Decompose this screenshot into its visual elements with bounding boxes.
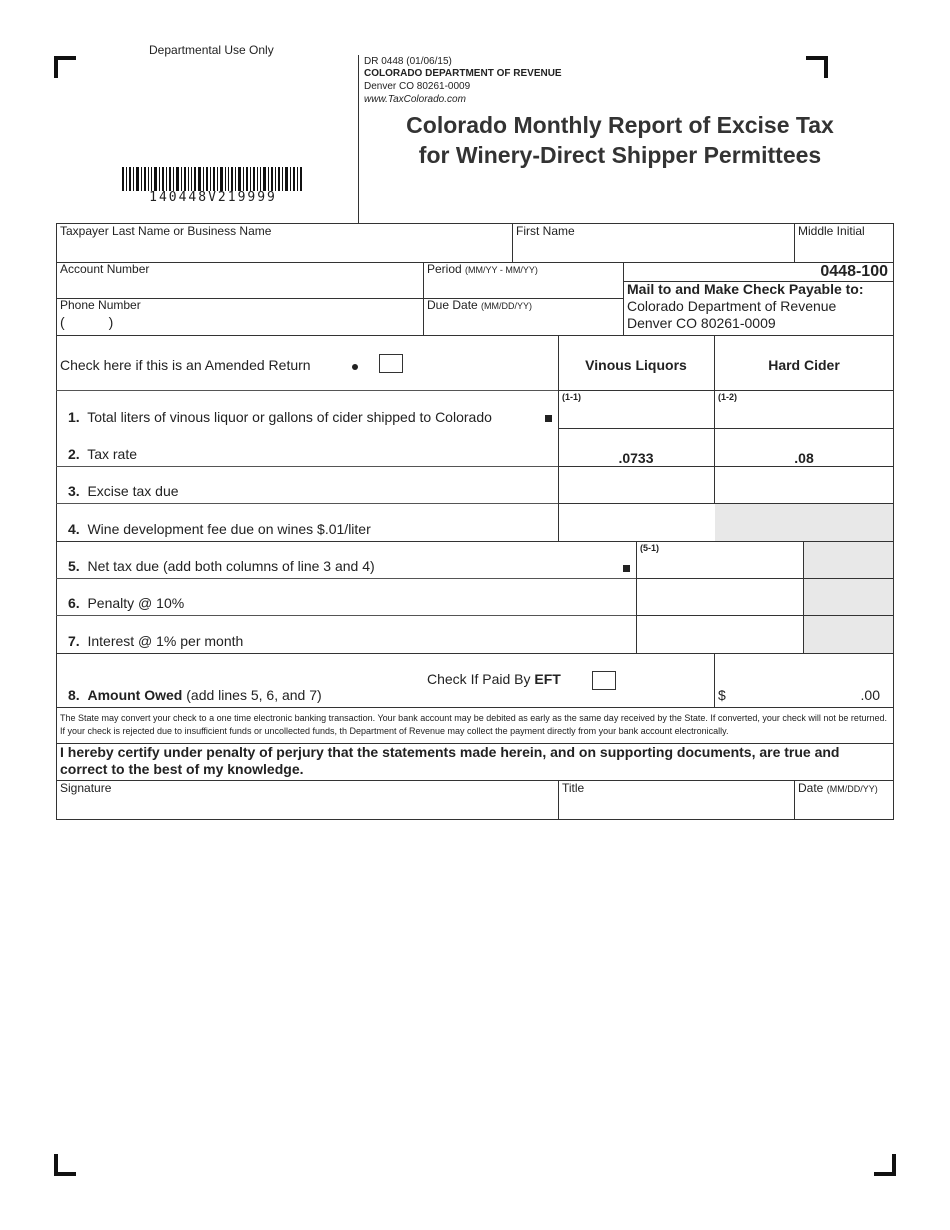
- last-name-label: Taxpayer Last Name or Business Name: [60, 224, 272, 238]
- mail-to-line-1: Colorado Department of Revenue: [627, 298, 837, 314]
- date-field[interactable]: [796, 795, 891, 817]
- line-5-input[interactable]: [638, 555, 801, 576]
- line-4-vinous-input[interactable]: [560, 506, 712, 539]
- dept-address: Denver CO 80261-0009: [364, 81, 471, 92]
- date-label: [798, 781, 878, 795]
- check-conversion-notice: The State may convert your check to a one time electronic banking transaction. Your bank account may be debited as early as the same day received by the State. If converted, your check will not be returned. If your check is rejected due to insufficient funds or uncollected funds, th Department of Revenue may collect the payment directly from your bank account electronically.: [60, 713, 887, 736]
- amended-bullet-icon: [352, 364, 358, 370]
- certification-statement: I hereby certify under penalty of perjury that the statements made herein, and on supporting documents, are true and correct to the best of my knowledge.: [60, 744, 840, 777]
- due-date-label: [427, 298, 532, 312]
- line-1: [68, 409, 492, 425]
- line-6-shaded: [804, 579, 893, 615]
- due-date-label-text: Due Date: [427, 298, 478, 312]
- period-label-text: Period: [427, 262, 462, 276]
- line-7-text: Interest @ 1% per month: [87, 633, 244, 649]
- line-4-cider-shaded: [715, 504, 893, 541]
- line-4-text: Wine development fee due on wines $.01/liter: [87, 521, 371, 537]
- line-6: [68, 595, 184, 611]
- line-1-marker-icon: [545, 415, 552, 422]
- line-3-cider-input[interactable]: [716, 468, 892, 501]
- line-5-shaded: [804, 542, 893, 578]
- line-8: [68, 687, 322, 703]
- due-date-format: (MM/DD/YY): [481, 301, 533, 311]
- code-1-1: (1-1): [562, 392, 582, 402]
- line-7-input[interactable]: [638, 617, 801, 651]
- dept-name: COLORADO DEPARTMENT OF REVENUE: [364, 68, 562, 79]
- line-2-cider-rate: .08: [794, 450, 814, 466]
- corner-mark-top-left: [54, 56, 76, 78]
- period-format: (MM/YY - MM/YY): [465, 265, 538, 275]
- line-7-shaded: [804, 616, 893, 653]
- line-4: [68, 521, 371, 537]
- line-1-cider-input[interactable]: [716, 404, 892, 426]
- title-label: Title: [562, 781, 585, 795]
- column-header-cider: Hard Cider: [768, 357, 840, 373]
- period-field[interactable]: [425, 276, 621, 296]
- line-6-num: 6.: [68, 595, 80, 611]
- corner-mark-bottom-left: [54, 1154, 76, 1176]
- mail-to-heading: Mail to and Make Check Payable to:: [627, 281, 864, 297]
- mail-to-line-2: Denver CO 80261-0009: [627, 315, 776, 331]
- barcode-icon: [122, 167, 304, 191]
- last-name-field[interactable]: [58, 238, 510, 260]
- corner-mark-top-right: [806, 56, 828, 78]
- eft-checkbox[interactable]: [592, 671, 616, 690]
- line-8-rest: (add lines 5, 6, and 7): [186, 687, 322, 703]
- barcode-number: 140448V219999: [149, 190, 277, 205]
- line-1-num: 1.: [68, 409, 80, 425]
- account-number-label: Account Number: [60, 262, 150, 276]
- form-number: DR 0448 (01/06/15): [364, 56, 452, 67]
- line-4-num: 4.: [68, 521, 80, 537]
- form-code: 0448-100: [820, 263, 888, 280]
- first-name-label: First Name: [516, 224, 575, 238]
- line-6-text: Penalty @ 10%: [87, 595, 185, 611]
- signature-label: Signature: [60, 781, 112, 795]
- account-number-field[interactable]: [58, 276, 421, 296]
- middle-initial-label: Middle Initial: [798, 224, 865, 238]
- form-title: [360, 110, 880, 170]
- phone-open-paren: (: [60, 314, 65, 330]
- period-label: [427, 262, 538, 276]
- title-field[interactable]: [560, 795, 792, 817]
- title-line-1: Colorado Monthly Report of Excise Tax: [406, 112, 834, 138]
- code-1-2: (1-2): [718, 392, 738, 402]
- line-1-vinous-input[interactable]: [560, 404, 712, 426]
- line-8-bold: Amount Owed: [87, 687, 183, 703]
- header-divider: [358, 55, 359, 223]
- phone-field[interactable]: [60, 314, 420, 332]
- title-line-2: for Winery-Direct Shipper Permittees: [418, 142, 822, 168]
- line-3-text: Excise tax due: [87, 483, 179, 499]
- line-2-vinous-rate: .0733: [618, 450, 654, 466]
- line-5: [68, 558, 375, 574]
- line-2: [68, 446, 137, 462]
- line-6-input[interactable]: [638, 580, 801, 613]
- due-date-field[interactable]: [425, 312, 621, 332]
- code-5-1: (5-1): [640, 543, 660, 553]
- line-3: [68, 483, 179, 499]
- middle-initial-field[interactable]: [796, 238, 891, 260]
- line-3-num: 3.: [68, 483, 80, 499]
- first-name-field[interactable]: [514, 238, 792, 260]
- line-2-num: 2.: [68, 446, 80, 462]
- amount-owed-cents: .00: [860, 687, 880, 703]
- line-7: [68, 633, 243, 649]
- line-7-num: 7.: [68, 633, 80, 649]
- line-2-text: Tax rate: [87, 446, 138, 462]
- amount-owed-dollar-sign: $: [718, 687, 726, 703]
- signature-field[interactable]: [58, 795, 556, 817]
- eft-label-prefix: Check If Paid By: [427, 671, 531, 687]
- column-header-vinous: Vinous Liquors: [585, 357, 687, 373]
- eft-label: [427, 671, 561, 687]
- phone-close-paren: ): [108, 314, 114, 330]
- date-format: (MM/DD/YY): [826, 784, 878, 794]
- eft-label-bold: EFT: [534, 671, 561, 687]
- amended-label: Check here if this is an Amended Return: [60, 357, 311, 373]
- amended-checkbox[interactable]: [379, 354, 403, 373]
- line-5-num: 5.: [68, 558, 80, 574]
- line-5-text: Net tax due (add both columns of line 3 and 4): [87, 558, 375, 574]
- corner-mark-bottom-right: [874, 1154, 896, 1176]
- line-1-text: Total liters of vinous liquor or gallons of cider shipped to Colorado: [87, 409, 492, 425]
- dept-use-only: Departmental Use Only: [149, 43, 274, 57]
- date-label-text: Date: [798, 781, 824, 795]
- line-5-marker-icon: [623, 565, 630, 572]
- line-8-num: 8.: [68, 687, 80, 703]
- line-3-vinous-input[interactable]: [560, 468, 712, 501]
- website: www.TaxColorado.com: [364, 94, 466, 105]
- phone-label: Phone Number: [60, 298, 141, 312]
